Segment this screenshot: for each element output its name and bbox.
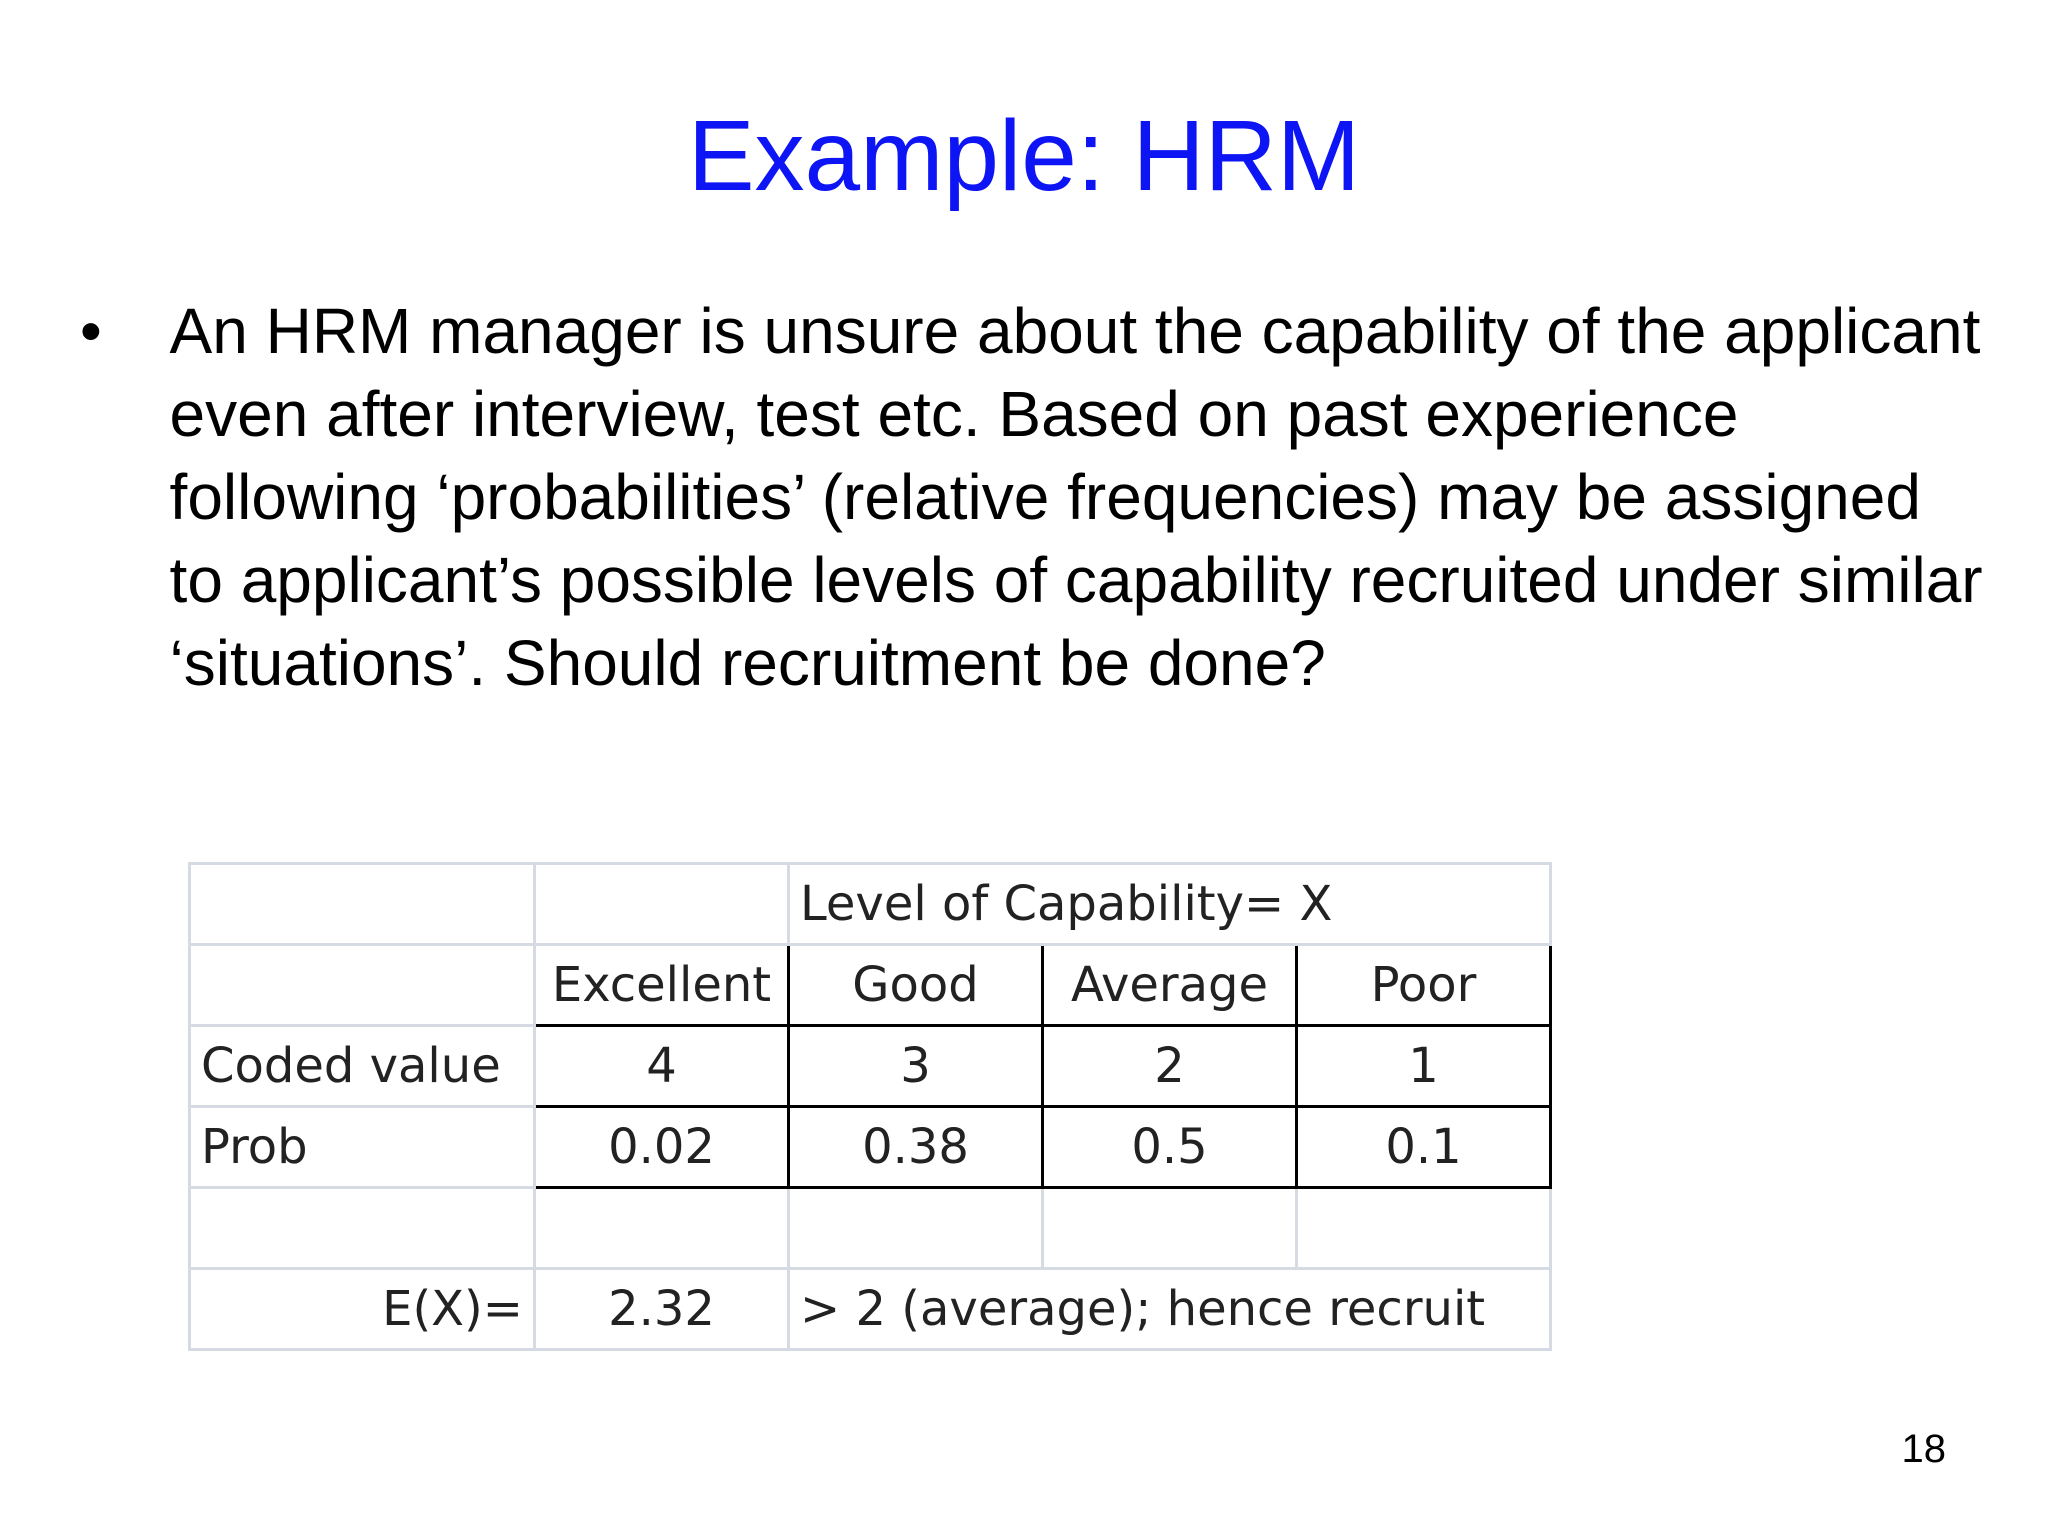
table-row bbox=[190, 864, 1551, 945]
prob-cell: 0.1 bbox=[1297, 1107, 1551, 1188]
table-cell bbox=[789, 1188, 1043, 1269]
level-header-poor: Poor bbox=[1297, 945, 1551, 1026]
table-row bbox=[190, 1269, 1551, 1350]
prob-cell: 0.38 bbox=[789, 1107, 1043, 1188]
page-number: 18 bbox=[1901, 1427, 1946, 1471]
bullet-text: An HRM manager is unsure about the capability of the applicant even after interview, test etc. Based on past experience following ‘probabilities’ (relative frequencies) may be assigned to applicant’s possible levels of capability recruited under similar ‘situations’. Should recruitment be done? bbox=[169, 295, 1983, 699]
table-cell bbox=[535, 1188, 789, 1269]
capability-table-container bbox=[188, 862, 1552, 1351]
table-cell bbox=[1297, 1188, 1551, 1269]
expectation-value: 2.32 bbox=[535, 1269, 789, 1350]
coded-value-label: Coded value bbox=[190, 1026, 535, 1107]
prob-cell: 0.02 bbox=[535, 1107, 789, 1188]
coded-value-cell: 2 bbox=[1043, 1026, 1297, 1107]
table-cell bbox=[190, 864, 535, 945]
table-cell bbox=[190, 945, 535, 1026]
capability-table bbox=[188, 862, 1552, 1351]
table-cell bbox=[535, 864, 789, 945]
table-row bbox=[190, 1107, 1551, 1188]
table-cell bbox=[190, 1188, 535, 1269]
conclusion-text: > 2 (average); hence recruit bbox=[789, 1269, 1551, 1350]
table-row bbox=[190, 1188, 1551, 1269]
level-header-good: Good bbox=[789, 945, 1043, 1026]
table-row bbox=[190, 945, 1551, 1026]
table-cell bbox=[1043, 1188, 1297, 1269]
coded-value-cell: 1 bbox=[1297, 1026, 1551, 1107]
bullet-item bbox=[70, 290, 1990, 705]
coded-value-cell: 4 bbox=[535, 1026, 789, 1107]
prob-cell: 0.5 bbox=[1043, 1107, 1297, 1188]
slide-title: Example: HRM bbox=[687, 100, 1361, 212]
prob-label: Prob bbox=[190, 1107, 535, 1188]
bullet-marker: • bbox=[80, 297, 102, 366]
level-header-excellent: Excellent bbox=[535, 945, 789, 1026]
coded-value-cell: 3 bbox=[789, 1026, 1043, 1107]
level-header-average: Average bbox=[1043, 945, 1297, 1026]
expectation-label: E(X)= bbox=[190, 1269, 535, 1350]
table-row bbox=[190, 1026, 1551, 1107]
capability-header: Level of Capability= X bbox=[789, 864, 1551, 945]
